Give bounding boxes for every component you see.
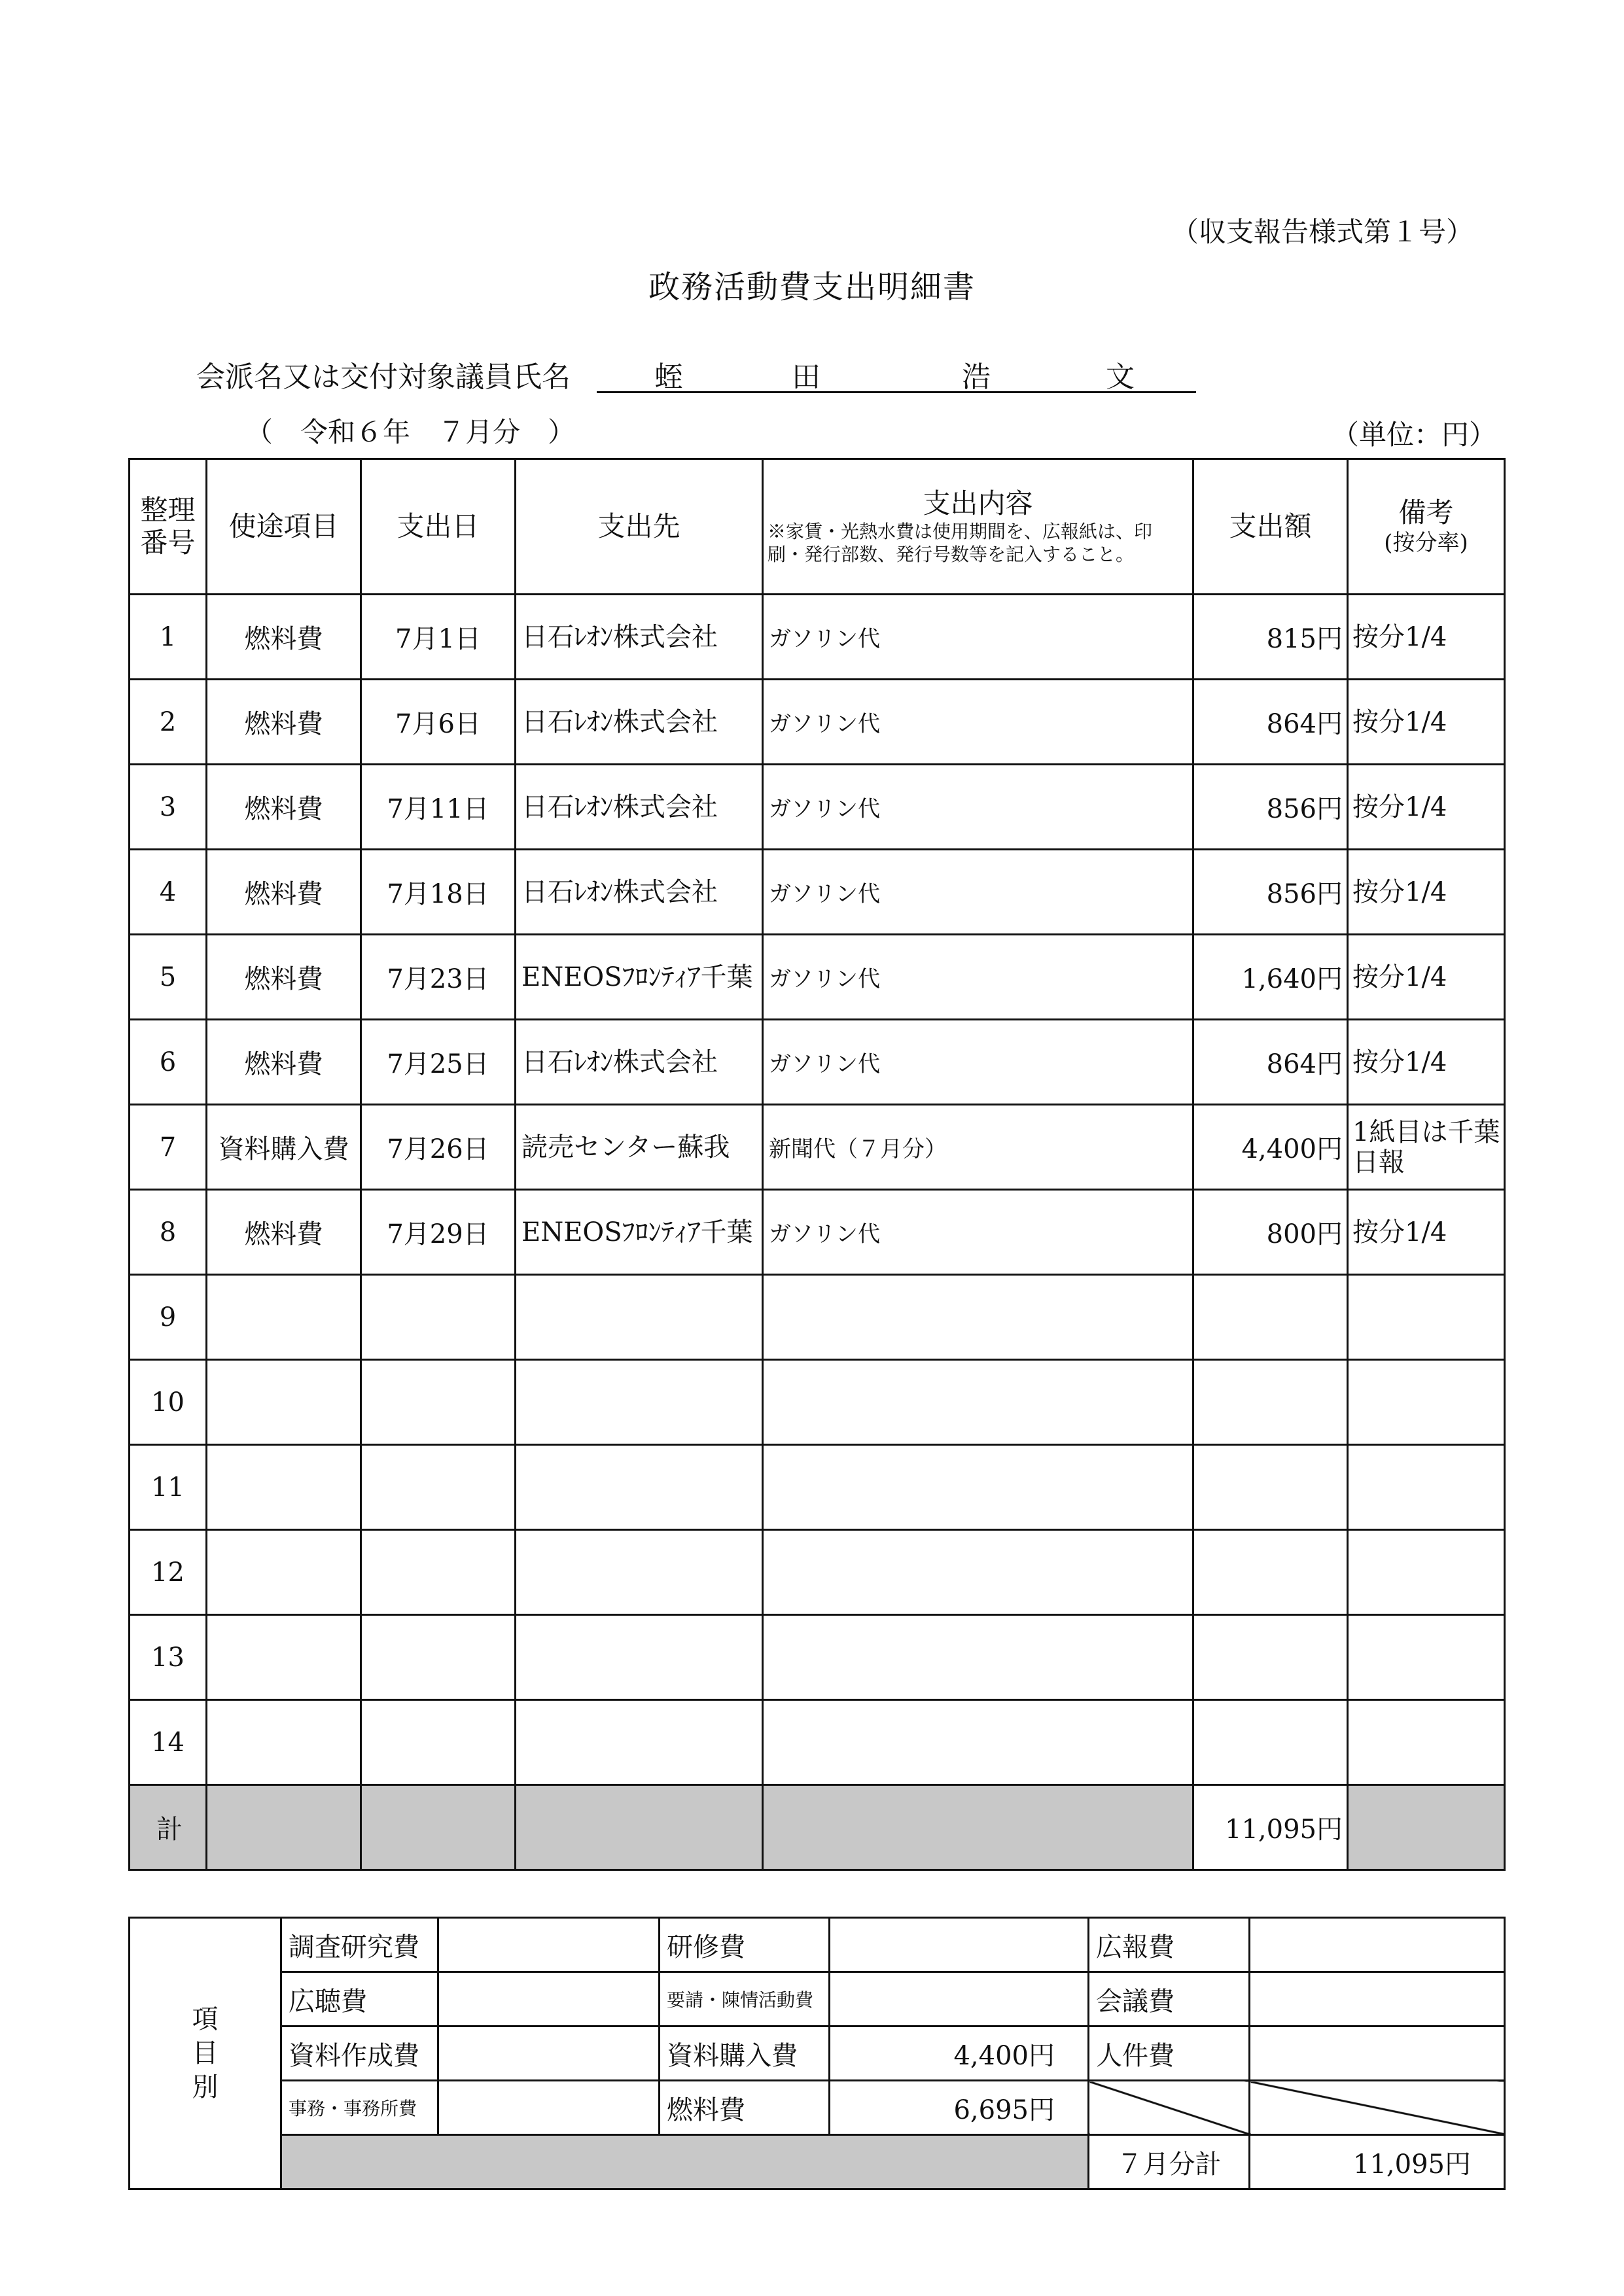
cell-content: ガソリン代 [763,935,1193,1020]
cell-use-item: 燃料費 [207,680,361,765]
cell-remarks: 按分1/4 [1348,850,1505,935]
table-row [130,765,1505,850]
table-row [130,1445,1505,1530]
cell-remarks [1348,1360,1505,1445]
cell-entry-number: 1 [130,595,207,680]
cell-amount: 1,640円 [1193,935,1348,1020]
cell-use-item: 燃料費 [207,850,361,935]
cell-entry-number: 6 [130,1020,207,1105]
cell-use-item [207,1700,361,1785]
header-remarks-sub: (按分率) [1384,529,1468,556]
cell-remarks: 按分1/4 [1348,1190,1505,1275]
category-label: 事務・事務所費 [281,2081,438,2135]
cell-expense-date [361,1445,516,1530]
category-summary-table [128,1917,1506,2190]
cell-expense-date: 7月18日 [361,850,516,935]
cell-expense-date: 7月6日 [361,680,516,765]
cell-payee [516,1445,763,1530]
cell-entry-number: 8 [130,1190,207,1275]
cell-remarks: 按分1/4 [1348,595,1505,680]
category-value [438,2026,660,2081]
cell-expense-date [361,1615,516,1700]
cell-expense-date: 7月1日 [361,595,516,680]
cell-content [763,1615,1193,1700]
cell-remarks: 按分1/4 [1348,935,1505,1020]
cell-payee: 日石ﾚｵﾝ株式会社 [516,595,763,680]
member-name-char: 田 [792,360,821,394]
cell-expense-date [361,1530,516,1615]
cell-use-item [207,1530,361,1615]
table-row [130,1275,1505,1360]
expense-detail-table [128,458,1506,1871]
table-row [130,1190,1505,1275]
category-value [1250,1972,1505,2026]
category-label: 会議費 [1089,1972,1250,2026]
category-label: 資料購入費 [660,2026,830,2081]
cell-amount: 864円 [1193,1020,1348,1105]
total-blank [1348,1785,1505,1870]
cell-amount: 4,400円 [1193,1105,1348,1190]
document-title: 政務活動費支出明細書 [648,269,976,305]
header-entry-number [130,459,207,595]
category-row [130,2026,1505,2081]
member-name-underline [597,391,1196,393]
header-content-title: 支出内容 [923,487,1033,519]
cell-content: ガソリン代 [763,1190,1193,1275]
cell-remarks [1348,1615,1505,1700]
cell-amount [1193,1275,1348,1360]
category-value [1250,1918,1505,1972]
cell-entry-number: 12 [130,1530,207,1615]
header-content-note: ※家賃・光熱水費は使用期間を、広報紙は、印刷・発行部数、発行号数等を記入すること。 [768,521,1153,566]
category-value [438,2081,660,2135]
cell-amount [1193,1700,1348,1785]
cell-entry-number: 9 [130,1275,207,1360]
cell-remarks: 按分1/4 [1348,1020,1505,1105]
cell-expense-date: 7月11日 [361,765,516,850]
header-content [763,459,1193,595]
table-row [130,1700,1505,1785]
cell-content [763,1530,1193,1615]
cell-payee: 日石ﾚｵﾝ株式会社 [516,850,763,935]
table-row [130,1530,1505,1615]
cell-payee [516,1615,763,1700]
month-total-row [130,2135,1505,2189]
category-row [130,1918,1505,1972]
category-label: 広報費 [1089,1918,1250,1972]
member-name-char: 文 [1106,360,1135,394]
cell-amount [1193,1530,1348,1615]
cell-content: ガソリン代 [763,595,1193,680]
cell-remarks: 按分1/4 [1348,680,1505,765]
cell-use-item [207,1615,361,1700]
diagonal-void-cell [1089,2081,1250,2135]
cell-expense-date: 7月25日 [361,1020,516,1105]
category-value [830,1918,1089,1972]
month-total-value: 11,095円 [1250,2135,1505,2189]
total-blank [361,1785,516,1870]
category-label: 資料作成費 [281,2026,438,2081]
cell-amount: 864円 [1193,680,1348,765]
cell-amount: 815円 [1193,595,1348,680]
cell-payee [516,1360,763,1445]
table-row [130,595,1505,680]
cell-amount: 800円 [1193,1190,1348,1275]
table-header-row [130,459,1505,595]
cell-use-item: 資料購入費 [207,1105,361,1190]
cell-payee: ENEOSﾌﾛﾝﾃｨｱ千葉 [516,935,763,1020]
cell-entry-number: 14 [130,1700,207,1785]
table-row [130,935,1505,1020]
category-side-label [130,1918,281,2189]
month-total-label: ７月分計 [1089,2135,1250,2189]
header-expense-date: 支出日 [361,459,516,595]
table-row [130,1105,1505,1190]
cell-amount [1193,1615,1348,1700]
cell-use-item: 燃料費 [207,765,361,850]
cell-use-item [207,1360,361,1445]
cell-expense-date [361,1700,516,1785]
cell-payee [516,1530,763,1615]
header-payee: 支出先 [516,459,763,595]
cell-remarks [1348,1700,1505,1785]
cell-amount: 856円 [1193,850,1348,935]
total-blank [763,1785,1193,1870]
total-blank [516,1785,763,1870]
cell-remarks: 1紙目は千葉日報 [1348,1105,1505,1190]
cell-entry-number: 4 [130,850,207,935]
cell-use-item: 燃料費 [207,935,361,1020]
cell-expense-date: 7月26日 [361,1105,516,1190]
category-label: 調査研究費 [281,1918,438,1972]
cell-entry-number: 10 [130,1360,207,1445]
cell-entry-number: 11 [130,1445,207,1530]
cell-remarks [1348,1445,1505,1530]
cell-payee: 日石ﾚｵﾝ株式会社 [516,765,763,850]
cell-amount [1193,1445,1348,1530]
category-value: 4,400円 [830,2026,1089,2081]
cell-payee: ENEOSﾌﾛﾝﾃｨｱ千葉 [516,1190,763,1275]
cell-use-item: 燃料費 [207,595,361,680]
cell-content: ガソリン代 [763,1020,1193,1105]
cell-use-item: 燃料費 [207,1190,361,1275]
category-row [130,2081,1505,2135]
cell-remarks [1348,1275,1505,1360]
cell-content [763,1275,1193,1360]
cell-payee: 日石ﾚｵﾝ株式会社 [516,680,763,765]
shaded-blank [281,2135,1089,2189]
header-amount: 支出額 [1193,459,1348,595]
cell-remarks [1348,1530,1505,1615]
member-name-char: 浩 [962,360,991,394]
cell-content: ガソリン代 [763,765,1193,850]
header-use-item: 使途項目 [207,459,361,595]
cell-entry-number: 3 [130,765,207,850]
cell-content: ガソリン代 [763,850,1193,935]
category-side-label-text: 項目別 [192,2004,219,2102]
table-row [130,1360,1505,1445]
category-label: 人件費 [1089,2026,1250,2081]
cell-content: ガソリン代 [763,680,1193,765]
table-row [130,1020,1505,1105]
category-value [1250,2026,1505,2081]
header-remarks-title: 備考 [1398,496,1454,529]
header-remarks [1348,459,1505,595]
cell-content: 新聞代（７月分） [763,1105,1193,1190]
header-entry-number-text: 整理番号 [140,493,196,559]
total-label: 計 [130,1785,207,1870]
category-value [438,1918,660,1972]
cell-content [763,1700,1193,1785]
cell-remarks: 按分1/4 [1348,765,1505,850]
diagonal-void-cell [1250,2081,1505,2135]
cell-use-item: 燃料費 [207,1020,361,1105]
category-value [830,1972,1089,2026]
member-name-char: 蛭 [654,360,683,394]
unit-label: （単位：円） [1332,419,1497,451]
cell-entry-number: 2 [130,680,207,765]
cell-payee: 日石ﾚｵﾝ株式会社 [516,1020,763,1105]
category-value: 6,695円 [830,2081,1089,2135]
cell-expense-date: 7月23日 [361,935,516,1020]
cell-use-item [207,1445,361,1530]
cell-payee [516,1275,763,1360]
cell-payee [516,1700,763,1785]
total-blank [207,1785,361,1870]
member-name-label: 会派名又は交付対象議員氏名 [196,360,571,394]
cell-amount [1193,1360,1348,1445]
category-label: 研修費 [660,1918,830,1972]
report-period: （ 令和６年 ７月分 ） [245,416,576,448]
cell-use-item [207,1275,361,1360]
cell-expense-date: 7月29日 [361,1190,516,1275]
category-label: 燃料費 [660,2081,830,2135]
total-amount: 11,095円 [1193,1785,1348,1870]
table-row [130,850,1505,935]
category-value [438,1972,660,2026]
cell-content [763,1360,1193,1445]
cell-content [763,1445,1193,1530]
cell-amount: 856円 [1193,765,1348,850]
category-label: 広聴費 [281,1972,438,2026]
cell-payee: 読売センター蘇我 [516,1105,763,1190]
category-row [130,1972,1505,2026]
table-row [130,680,1505,765]
category-label: 要請・陳情活動費 [660,1972,830,2026]
cell-expense-date [361,1275,516,1360]
cell-expense-date [361,1360,516,1445]
cell-entry-number: 5 [130,935,207,1020]
total-row [130,1785,1505,1870]
cell-entry-number: 7 [130,1105,207,1190]
form-number: （収支報告様式第１号） [1171,216,1474,248]
table-row [130,1615,1505,1700]
cell-entry-number: 13 [130,1615,207,1700]
